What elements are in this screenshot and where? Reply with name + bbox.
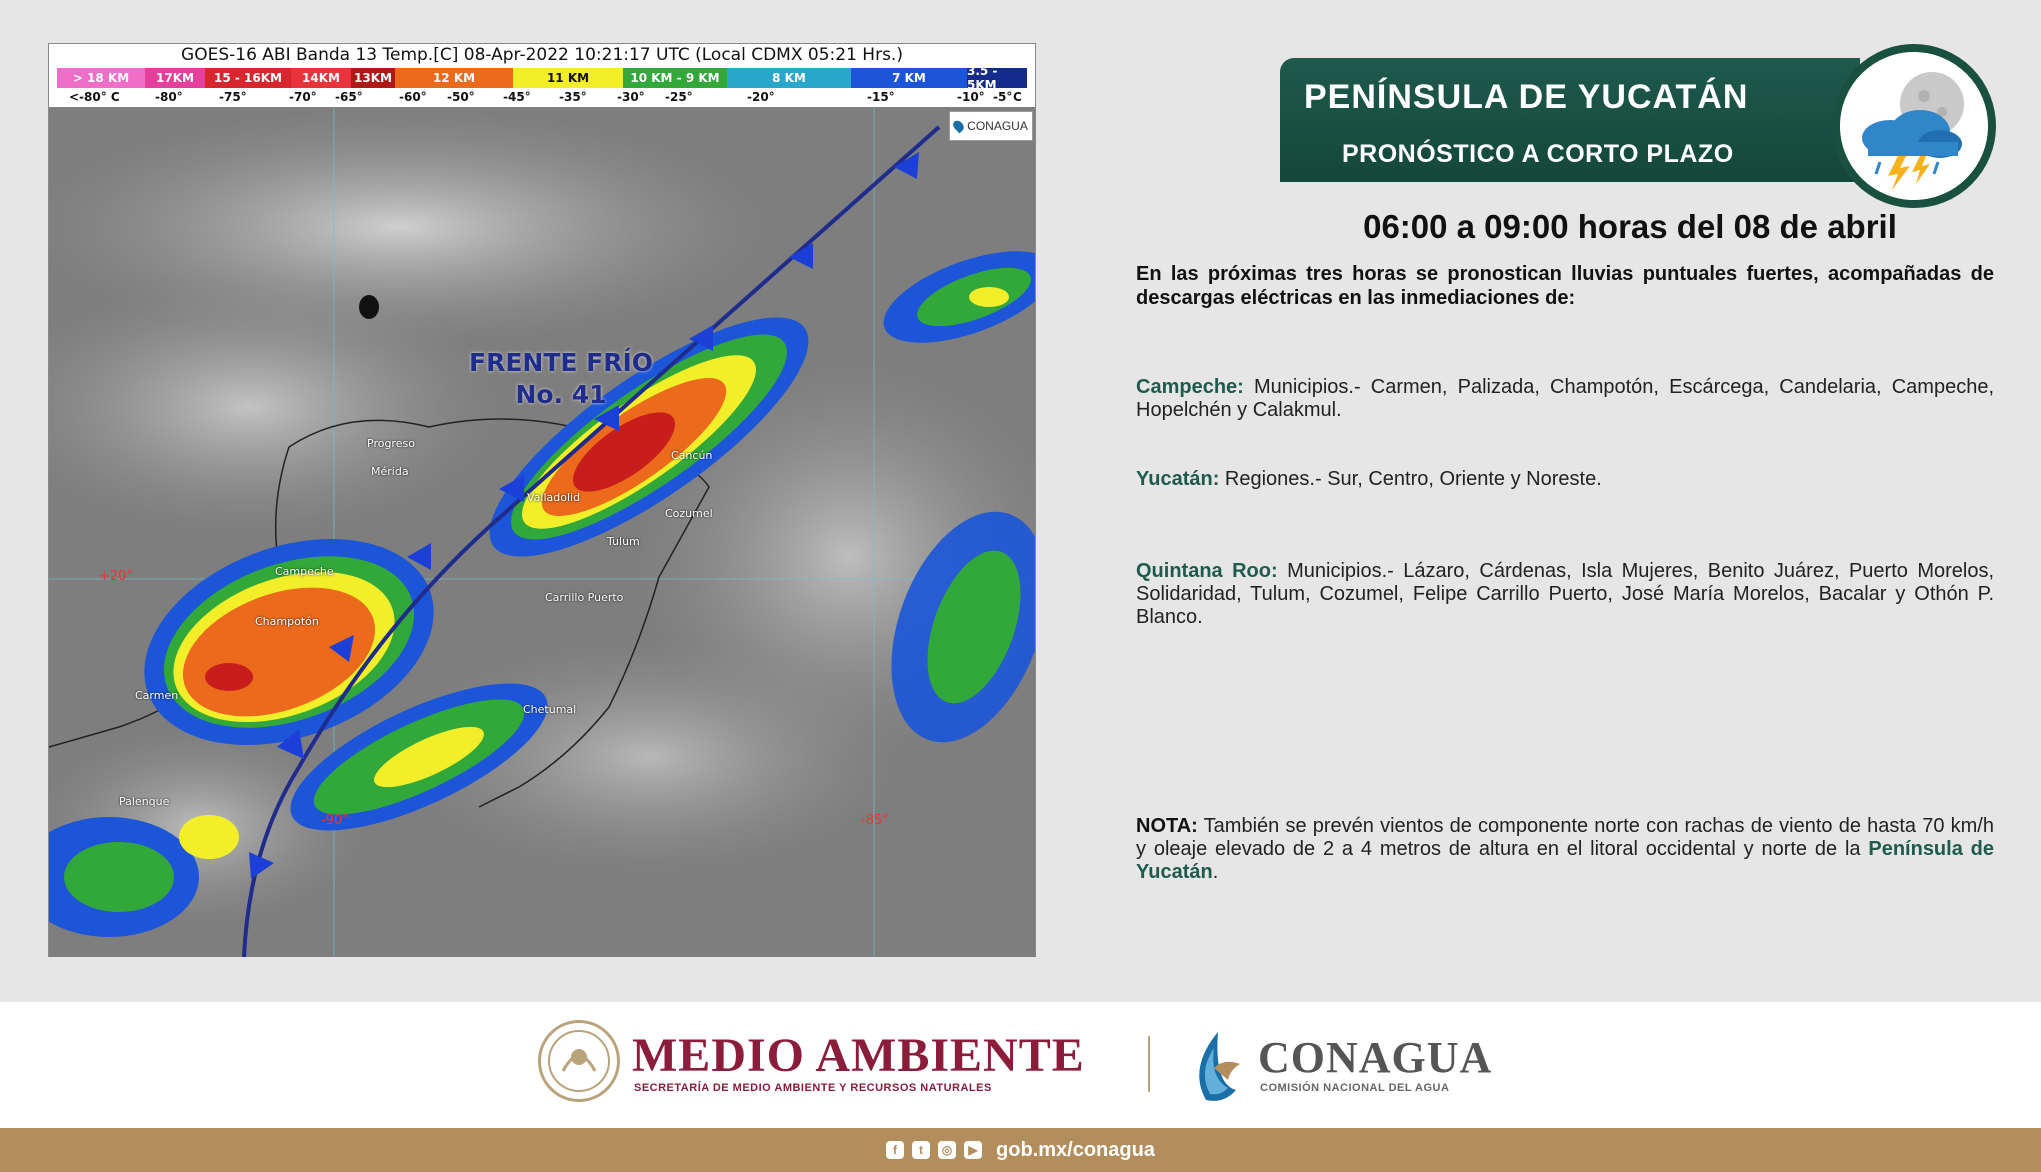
page-title: PENÍNSULA DE YUCATÁN xyxy=(1304,78,1749,116)
scale-tick-label: -20° xyxy=(747,90,775,104)
footer-divider xyxy=(1148,1036,1150,1092)
instagram-icon[interactable]: ◎ xyxy=(938,1141,956,1159)
conagua-logo-icon xyxy=(1184,1028,1244,1104)
cold-front-label xyxy=(469,347,653,411)
scale-segment: > 18 KM xyxy=(57,68,145,88)
medio-ambiente-subtitle: SECRETARÍA DE MEDIO AMBIENTE Y RECURSOS NATURALES xyxy=(634,1082,992,1094)
city-label: Palenque xyxy=(119,795,170,808)
scale-tick-label: <-80° C xyxy=(69,90,120,104)
note-end: . xyxy=(1212,861,1219,883)
conagua-map-logo xyxy=(949,111,1033,141)
scale-tick-label: -75° xyxy=(219,90,247,104)
footer xyxy=(0,1002,2041,1128)
temperature-scale-ticks xyxy=(57,90,1027,108)
satellite-title: GOES-16 ABI Banda 13 Temp.[C] 08-Apr-2022 10:21:17 UTC (Local CDMX 05:21 Hrs.) xyxy=(181,45,903,65)
scale-tick-label: -35° xyxy=(559,90,587,104)
scale-tick-label: -15° xyxy=(867,90,895,104)
city-label: Carmen xyxy=(135,689,179,702)
water-drop-icon xyxy=(951,119,966,134)
island-marker xyxy=(359,295,379,319)
city-label: Champotón xyxy=(255,615,319,628)
longitude-label: -85° xyxy=(861,813,889,828)
satellite-image xyxy=(49,107,1035,957)
forecast-time-range: 06:00 a 09:00 horas del 08 de abril xyxy=(1363,208,1897,245)
note-text: También se prevén vientos de componente norte con rachas de viento de hasta 70 km/h y oleaje elevado de 2 a 4 metros de altura en el litoral occidental y norte de la xyxy=(1136,815,1994,860)
city-label: Cancún xyxy=(671,449,713,462)
temperature-scale-bar xyxy=(57,64,1027,92)
region-yucatan xyxy=(1136,468,1994,491)
scale-tick-label: -80° xyxy=(155,90,183,104)
scale-segment: 3.5 - 5KM xyxy=(967,68,1027,88)
bottom-bar xyxy=(0,1128,2041,1172)
scale-segment: 11 KM xyxy=(513,68,623,88)
note-highlight: Península de Yucatán xyxy=(1136,838,1994,883)
national-seal-icon xyxy=(538,1020,620,1102)
region-text: Municipios.- Lázaro, Cárdenas, Isla Mujeres, Benito Juárez, Puerto Morelos, Solidaridad, Tulum, Cozumel, Felipe Carrillo Puerto, José María Morelos, Bacalar y Othón P. Blanco. xyxy=(1136,560,1995,628)
conagua-title: CONAGUA xyxy=(1258,1033,1493,1082)
note-label: NOTA: xyxy=(1136,815,1198,837)
social-icons xyxy=(886,1141,982,1159)
city-label: Tulum xyxy=(607,535,640,548)
scale-tick-label: -70° xyxy=(289,90,317,104)
region-name: Yucatán: xyxy=(1136,468,1220,490)
scale-tick-label: -25° xyxy=(665,90,693,104)
longitude-label: -90° xyxy=(321,813,349,828)
latitude-label: +20° xyxy=(99,569,133,584)
city-label: Mérida xyxy=(371,465,409,478)
forecast-note xyxy=(1136,815,1994,884)
scale-tick-label: -65° xyxy=(335,90,363,104)
cold-front-label-line1: FRENTE FRÍO xyxy=(469,348,654,377)
twitter-icon[interactable]: t xyxy=(912,1141,930,1159)
forecast-intro: En las próximas tres horas se pronostican lluvias puntuales fuertes, acompañadas de descargas eléctricas en las inmediaciones de: xyxy=(1136,263,1994,309)
scale-tick-label: -45° xyxy=(503,90,531,104)
map-logo-text: CONAGUA xyxy=(967,119,1028,133)
scale-tick-label: C xyxy=(1013,90,1022,104)
title-banner xyxy=(1280,58,1860,182)
region-text: Regiones.- Sur, Centro, Oriente y Noreste. xyxy=(1219,468,1602,490)
storm-weather-icon xyxy=(1832,44,1996,208)
scale-segment: 14KM xyxy=(291,68,351,88)
city-label: Valladolid xyxy=(527,491,581,504)
region-quintana-roo xyxy=(1136,560,1994,629)
facebook-icon[interactable]: f xyxy=(886,1141,904,1159)
scale-tick-label: -60° xyxy=(399,90,427,104)
scale-segment: 10 KM - 9 KM xyxy=(623,68,727,88)
scale-segment: 7 KM xyxy=(851,68,967,88)
conagua-subtitle: COMISIÓN NACIONAL DEL AGUA xyxy=(1260,1082,1450,1094)
scale-tick-label: -50° xyxy=(447,90,475,104)
region-text: Municipios.- Carmen, Palizada, Champotón, Escárcega, Candelaria, Campeche, Hopelchén y Calakmul. xyxy=(1136,376,1994,421)
scale-tick-label: -10° xyxy=(957,90,985,104)
city-label: Campeche xyxy=(275,565,334,578)
city-label: Progreso xyxy=(367,437,415,450)
scale-segment: 15 - 16KM xyxy=(205,68,291,88)
website-link[interactable]: gob.mx/conagua xyxy=(996,1138,1155,1161)
scale-segment: 12 KM xyxy=(395,68,513,88)
cold-front-label-line2: No. 41 xyxy=(515,380,607,409)
city-label: Cozumel xyxy=(665,507,713,520)
medio-ambiente-title: MEDIO AMBIENTE xyxy=(632,1029,1085,1082)
city-label: Chetumal xyxy=(523,703,577,716)
region-name: Quintana Roo: xyxy=(1136,560,1278,582)
satellite-map-panel xyxy=(48,43,1036,957)
youtube-icon[interactable]: ▶ xyxy=(964,1141,982,1159)
scale-tick-label: -5° xyxy=(993,90,1013,104)
region-campeche xyxy=(1136,376,1994,422)
scale-segment: 8 KM xyxy=(727,68,851,88)
page-subtitle: PRONÓSTICO A CORTO PLAZO xyxy=(1342,140,1734,168)
scale-segment: 17KM xyxy=(145,68,205,88)
scale-segment: 13KM xyxy=(351,68,395,88)
satellite-image-svg xyxy=(49,107,1035,957)
city-label: Carrillo Puerto xyxy=(545,591,624,604)
scale-tick-label: -30° xyxy=(617,90,645,104)
region-name: Campeche: xyxy=(1136,376,1244,398)
